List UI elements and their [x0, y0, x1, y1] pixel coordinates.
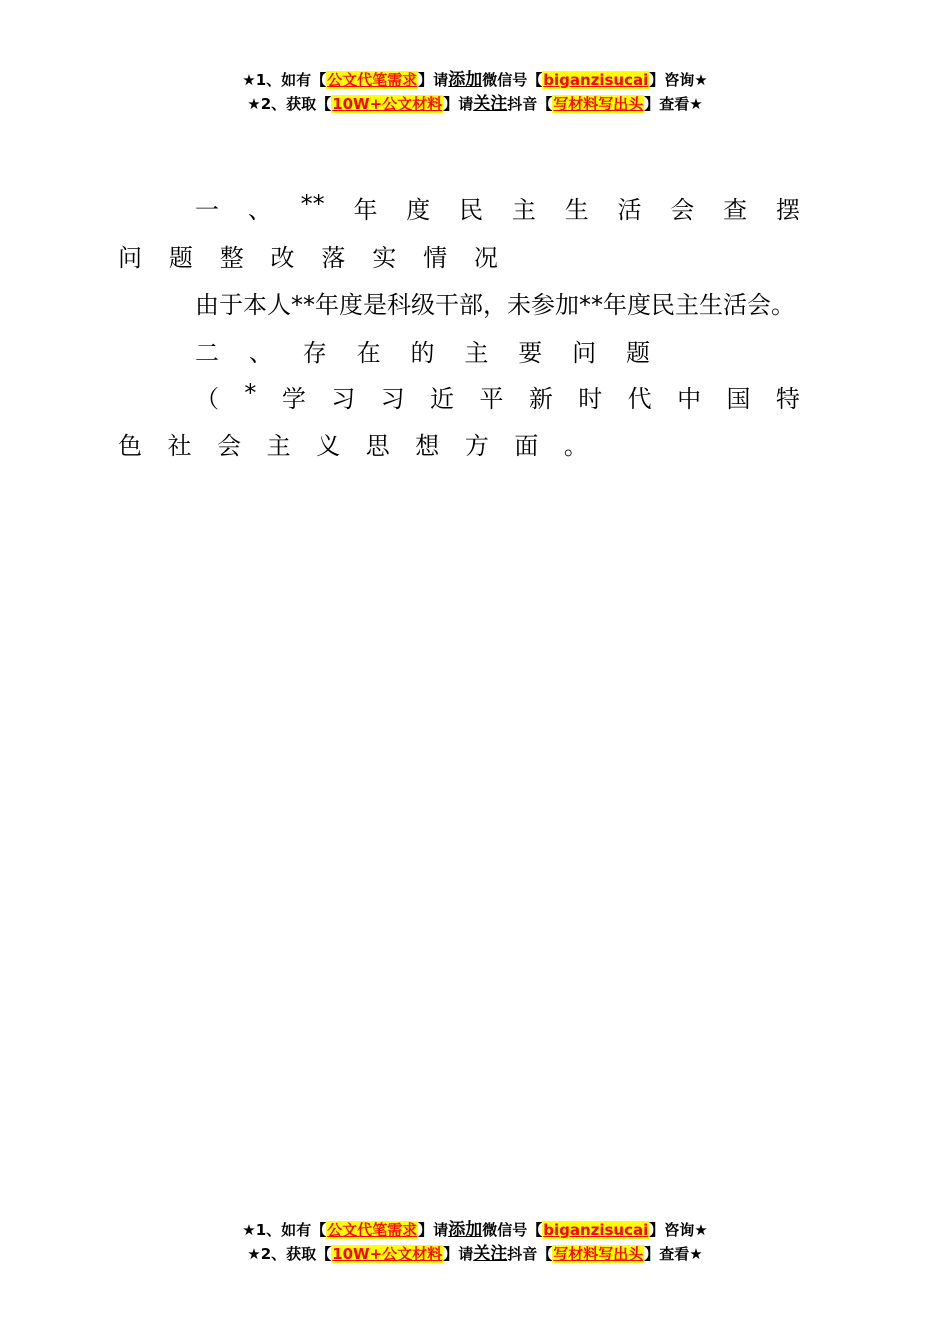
banner-text: ★1、如有【 — [242, 71, 327, 89]
top-banner-line-2 — [0, 92, 950, 116]
text-char: 查 — [723, 196, 748, 224]
banner-text: 】请 — [443, 95, 474, 113]
text-char: * — [244, 379, 257, 407]
text-char: 的 — [410, 339, 435, 367]
banner-text: 】请 — [443, 1245, 474, 1263]
heading-2 — [195, 333, 650, 368]
text-char: 面 — [514, 432, 539, 460]
text-char: 改 — [270, 244, 295, 272]
text-char: 要 — [518, 339, 543, 367]
text-char: 二 — [195, 339, 219, 367]
banner-text: ★2、获取【 — [247, 95, 332, 113]
banner-text: 抖音【 — [507, 1245, 553, 1263]
text-char: 方 — [464, 432, 489, 460]
banner-douyin-account: 写材料写出头 — [553, 95, 644, 113]
paragraph-1: 由于本人**年度是科级干部，未参加**年度民主生活会。 — [195, 291, 795, 319]
banner-text: 】咨询★ — [649, 1221, 708, 1239]
text-char: 情 — [423, 244, 448, 272]
banner-underlined-text: 关注 — [473, 94, 508, 114]
banner-underlined-text: 关注 — [473, 1244, 508, 1264]
heading-1-line-1 — [195, 190, 800, 225]
text-char: 色 — [118, 432, 142, 460]
text-char: 义 — [316, 432, 341, 460]
text-char: 。 — [563, 432, 588, 460]
banner-highlight: 公文代笔需求 — [327, 71, 418, 89]
text-char: 思 — [365, 432, 390, 460]
text-char: 民 — [459, 196, 484, 224]
text-char: 问 — [118, 244, 142, 272]
text-char: 在 — [356, 339, 381, 367]
text-char: 落 — [321, 244, 346, 272]
banner-text: 】请 — [418, 1221, 449, 1239]
banner-wechat-id: biganzisucai — [543, 71, 649, 89]
item-1-line-1 — [195, 379, 800, 414]
text-char: 度 — [406, 196, 431, 224]
banner-wechat-id: biganzisucai — [543, 1221, 649, 1239]
text-char: 问 — [572, 339, 597, 367]
banner-text: 微信号【 — [482, 71, 543, 89]
bottom-banner — [0, 1218, 950, 1266]
text-char: 年 — [353, 196, 378, 224]
banner-text: 微信号【 — [482, 1221, 543, 1239]
text-char: ** — [300, 190, 325, 218]
text-char: 代 — [627, 385, 652, 413]
text-char: 习 — [331, 385, 356, 413]
text-char: 会 — [217, 432, 242, 460]
text-char: 平 — [479, 385, 504, 413]
text-char: 整 — [219, 244, 244, 272]
text-char: 题 — [168, 244, 193, 272]
text-char: 中 — [677, 385, 702, 413]
bottom-banner-line-2 — [0, 1242, 950, 1266]
top-banner — [0, 68, 950, 116]
text-char: 存 — [302, 339, 327, 367]
bottom-banner-line-1 — [0, 1218, 950, 1242]
text-char: （ — [195, 385, 219, 413]
item-1-line-2 — [118, 426, 588, 461]
text-char: 主 — [511, 196, 536, 224]
text-char: 、 — [247, 196, 272, 224]
banner-text: ★1、如有【 — [242, 1221, 327, 1239]
text-char: 题 — [626, 339, 650, 367]
text-char: 主 — [464, 339, 489, 367]
banner-text: ★2、获取【 — [247, 1245, 332, 1263]
text-char: 摆 — [775, 196, 800, 224]
banner-douyin-account: 写材料写出头 — [553, 1245, 644, 1263]
text-char: 、 — [248, 339, 273, 367]
banner-text: 】查看★ — [644, 1245, 703, 1263]
banner-underlined-text: 添加 — [448, 70, 483, 90]
text-char: 新 — [528, 385, 553, 413]
text-char: 活 — [617, 196, 642, 224]
text-char: 生 — [564, 196, 589, 224]
banner-text: 】查看★ — [644, 95, 703, 113]
top-banner-line-1 — [0, 68, 950, 92]
text-char: 学 — [281, 385, 306, 413]
text-char: 国 — [726, 385, 751, 413]
text-char: 一 — [195, 196, 219, 224]
banner-text: 】请 — [418, 71, 449, 89]
banner-highlight: 10W+公文材料 — [332, 95, 443, 113]
text-char: 社 — [167, 432, 192, 460]
banner-text: 抖音【 — [507, 95, 553, 113]
banner-highlight: 10W+公文材料 — [332, 1245, 443, 1263]
text-char: 时 — [578, 385, 603, 413]
text-char: 主 — [266, 432, 291, 460]
banner-highlight: 公文代笔需求 — [327, 1221, 418, 1239]
text-char: 习 — [380, 385, 405, 413]
text-char: 实 — [372, 244, 397, 272]
heading-1-line-2 — [118, 238, 498, 273]
banner-text: 】咨询★ — [649, 71, 708, 89]
text-char: 近 — [430, 385, 455, 413]
text-char: 况 — [473, 244, 498, 272]
text-char: 想 — [415, 432, 440, 460]
text-char: 会 — [670, 196, 695, 224]
text-char: 特 — [775, 385, 800, 413]
banner-underlined-text: 添加 — [448, 1220, 483, 1240]
